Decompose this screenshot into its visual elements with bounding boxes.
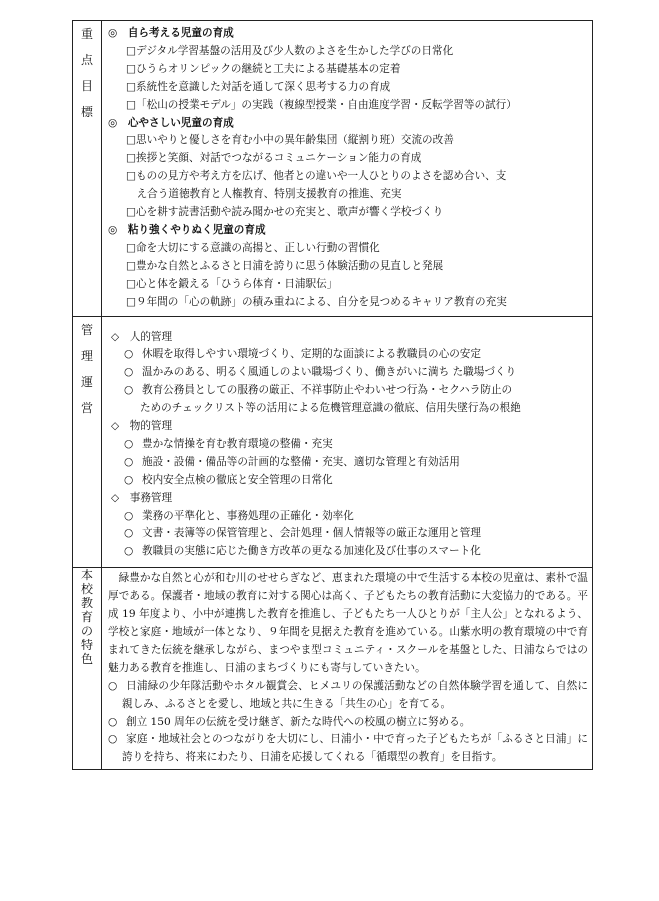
- goal-item: □命を大切にする意識の高揚と、正しい行動の習慣化: [126, 241, 380, 254]
- goal-item: □思いやりと優しさを育む小中の異年齢集団（縦割り班）交流の改善: [126, 134, 454, 147]
- features-row: [73, 568, 593, 770]
- label-char: 営: [80, 400, 93, 415]
- management-item-text: 校内安全点検の徹底と安全管理の日常化: [142, 473, 333, 486]
- features-bullet: [108, 678, 588, 714]
- management-item-text: 業務の平準化と、事務処理の正確化・効率化: [142, 509, 354, 522]
- management-item: [108, 543, 588, 561]
- management-item: [108, 346, 588, 364]
- management-item-text: 豊かな情操を育む教育環境の整備・充実: [142, 437, 333, 450]
- label-char: 重: [80, 27, 93, 41]
- label-char: 校: [80, 582, 93, 597]
- management-item: [108, 454, 588, 472]
- circle-bullet-icon: ○: [108, 715, 118, 728]
- circle-bullet-icon: ○: [124, 348, 134, 361]
- label-char: 管: [80, 322, 93, 337]
- circle-bullet-icon: ○: [124, 384, 134, 397]
- label-char: 教: [80, 596, 93, 611]
- management-heading: ◇ 物的管理: [111, 420, 173, 433]
- label-char: 点: [80, 53, 93, 67]
- goal-item: □デジタル学習基盤の活用及び少人数のよさを生かした学びの日常化: [126, 44, 454, 57]
- circle-bullet-icon: ○: [124, 509, 134, 522]
- management-item-text: 文書・表簿等の保管管理と、会計処理・個人情報等の厳正な運用と管理: [142, 527, 481, 540]
- management-label-cell: [73, 316, 102, 568]
- school-plan-table: [72, 20, 593, 770]
- management-row: [73, 316, 593, 568]
- management-label: [73, 317, 101, 421]
- management-item: [108, 472, 588, 490]
- goal-item: □ひうらオリンピックの継続と工夫による基礎基本の定着: [126, 62, 401, 75]
- label-char: 運: [80, 374, 93, 389]
- management-content-cell: [102, 316, 593, 568]
- features-bullet: [108, 714, 588, 732]
- features-bullet-text: 家庭・地域社会とのつながりを大切にし、日浦小・中で育った子どもたちが「ふるさと日浦」に誇りを持ち、将来にわたり、日浦を応援してくれる「循環型の教育」を目指す。: [122, 733, 588, 764]
- management-item: [108, 382, 588, 400]
- goal-item: え合う道徳教育と人権教育、特別支援教育の推進、充実: [126, 188, 402, 201]
- label-char: 理: [80, 348, 93, 363]
- goal-heading: ◎ 心やさしい児童の育成: [108, 116, 234, 129]
- features-bullet: [108, 731, 588, 767]
- management-item-text: 温かみのある、明るく風通しのよい職場づくり、働きがいに満ち た職場づくり: [142, 366, 517, 379]
- goal-item: □心を耕す読書活動や読み聞かせの充実と、歌声が響く学校づくり: [126, 206, 444, 219]
- management-item: [108, 364, 588, 382]
- goal-item: □心と体を鍛える「ひうら体育・日浦駅伝」: [126, 277, 338, 290]
- goal-item: □「松山の授業モデル」の実践（複線型授業・自由進度学習・反転学習等の試行）: [126, 98, 517, 111]
- goal-heading: ◎ 粘り強くやりぬく児童の育成: [108, 223, 266, 236]
- features-label-cell: [73, 568, 102, 770]
- circle-bullet-icon: ○: [124, 366, 134, 379]
- label-char: 目: [80, 79, 93, 93]
- features-content-cell: [102, 568, 593, 770]
- features-label: [73, 568, 101, 666]
- label-char: 本: [80, 568, 93, 583]
- label-char: 標: [80, 105, 93, 119]
- label-char: 育: [80, 610, 93, 625]
- goals-row: [73, 21, 593, 317]
- goal-item: □挨拶と笑顔、対話でつながるコミュニケーション能力の育成: [126, 152, 422, 165]
- label-char: 特: [80, 638, 93, 653]
- goal-heading: ◎ 自ら考える児童の育成: [108, 27, 234, 39]
- management-item-text: 休暇を取得しやすい環境づくり、定期的な面談による教職員の心の安定: [142, 348, 481, 361]
- label-char: 色: [80, 652, 93, 667]
- features-bullet-text: 創立 150 周年の伝統を受け継ぎ、新たな時代への校風の樹立に努める。: [126, 715, 471, 728]
- circle-bullet-icon: ○: [124, 455, 134, 468]
- management-item-text: 施設・設備・備品等の計画的な整備・充実、適切な管理と有効活用: [142, 455, 460, 468]
- management-heading: ◇ 人的管理: [111, 330, 173, 343]
- circle-bullet-icon: ○: [108, 733, 118, 746]
- goal-item: □９年間の「心の軌跡」の積み重ねによる、自分を見つめるキャリア教育の充実: [126, 295, 507, 308]
- management-heading: ◇ 事務管理: [111, 491, 173, 504]
- circle-bullet-icon: ○: [124, 437, 134, 450]
- management-item-text: 教職員の実態に応じた働き方改革の更なる加速化及び仕事のスマート化: [142, 545, 481, 558]
- management-item: [108, 508, 588, 526]
- label-char: の: [80, 624, 93, 639]
- circle-bullet-icon: ○: [124, 545, 134, 558]
- circle-bullet-icon: ○: [108, 679, 118, 692]
- management-item: [108, 436, 588, 454]
- goal-item: □豊かな自然とふるさと日浦を誇りに思う体験活動の見直しと発展: [126, 259, 444, 272]
- management-item: [108, 525, 588, 543]
- management-item-text: 教育公務員としての服務の厳正、不祥事防止やわいせつ行為・セクハラ防止の: [142, 384, 513, 397]
- features-bullet-text: 日浦緑の少年隊活動やホタル観賞会、ヒメユリの保護活動などの自然体験学習を通して、自然に親しみ、ふるさとを愛し、地域と共に生きる「共生の心」を育てる。: [122, 679, 588, 710]
- goals-label-cell: [73, 21, 102, 317]
- circle-bullet-icon: ○: [124, 527, 134, 540]
- goals-content-cell: [102, 21, 593, 317]
- goals-label: [73, 21, 101, 125]
- features-intro: 緑豊かな自然と心が和む川のせせらぎなど、恵まれた環境の中で生活する本校の児童は、素朴で温厚である。保護者・地域の教育に対する関心は高く、子どもたちの教育活動に大変協力的である。平成 19 年度より、小中が連携した教育を推進し、子どもたち一人ひとりが「主人公」となれるよう、学校と家庭・地域が一体となり、９年間を見据えた教育を進めている。山紫水明の教育環境の中で育まれてきた伝統を継承しながら、まつやま型コミュニティ・スクールを基盤とした、日浦ならではの魅力ある教育を推進し、日浦のまちづくりにも寄与していきたい。: [108, 572, 588, 674]
- management-item-continuation: ためのチェックリスト等の活用による危機管理意識の徹底、信用失墜行為の根絶: [140, 402, 521, 415]
- circle-bullet-icon: ○: [124, 473, 134, 486]
- goal-item: □系統性を意識した対話を通して深く思考する力の育成: [126, 80, 391, 93]
- goal-item: □ものの見方や考え方を広げ、他者との違いや一人ひとりのよさを認め合い、支: [126, 170, 507, 183]
